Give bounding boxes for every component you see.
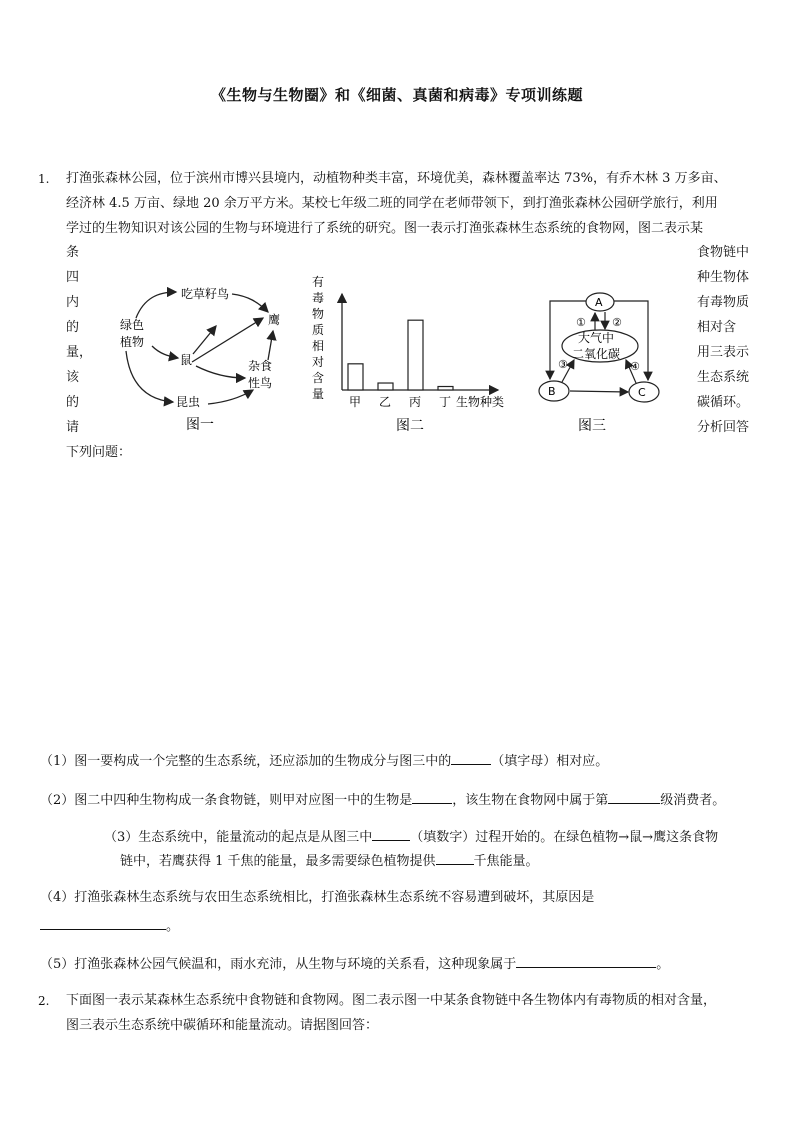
question-text: （3）生态系统中，能量流动的起点是从图三中 <box>104 830 373 845</box>
question-text: （2）图二中四种生物构成一条食物链，则甲对应图一中的生物是 <box>40 793 413 808</box>
wrap-char: 生态系统 <box>697 370 750 385</box>
x-axis-label: 生物种类 <box>456 395 505 409</box>
tick-label: 丁 <box>439 395 452 409</box>
arrow <box>192 318 263 362</box>
figure-caption: 图一 <box>186 417 214 433</box>
y-axis-label-char: 含 <box>312 371 325 385</box>
question-text: （填数字）过程开始的。在绿色植物→鼠→鹰这条食物 <box>410 830 719 845</box>
wrap-char: 量， <box>66 345 93 360</box>
arrow <box>136 292 176 318</box>
question-text: 级消费者。 <box>660 793 726 808</box>
figure-toxin-chart <box>308 268 523 436</box>
q2-text-line: 下面图一表示某森林生态系统中食物链和食物网。图二表示图一中某条食物链中各生物体内有毒物质的相对含量， <box>66 993 717 1008</box>
figure-carbon-cycle <box>536 288 666 436</box>
question-number: 2. <box>38 994 50 1008</box>
bar-乙 <box>378 383 393 390</box>
arrow <box>196 366 245 378</box>
answer-blank[interactable] <box>372 826 410 841</box>
sub-question-4-cont <box>40 915 179 936</box>
bar-丙 <box>408 320 423 390</box>
wrap-char: 相对含 <box>697 320 737 335</box>
sub-question-3 <box>104 826 718 847</box>
node-atmosphere-label: 大气中 <box>578 331 615 345</box>
node-hawk: 鹰 <box>268 313 281 327</box>
question-text: （1）图一要构成一个完整的生态系统，还应添加的生物成分与图三中的 <box>40 754 452 769</box>
q1-text-line: 学过的生物知识对该公园的生物与环境进行了系统的研究。图一表示打渔张森林生态系统的食物网，图二表示某 <box>66 221 704 236</box>
y-axis-label-char: 有 <box>312 275 325 289</box>
q1-text-line: 打渔张森林公园，位于滨州市博兴县境内，动植物种类丰富，环境优美，森林覆盖率达 73%，有乔木林 3 万多亩、 <box>66 171 727 186</box>
node-plant: 绿色 <box>120 318 145 332</box>
arrow <box>126 351 173 402</box>
q2-text-line: 图三表示生态系统中碳循环和能量流动。请据图回答： <box>66 1018 379 1033</box>
arrow <box>208 390 253 404</box>
wrap-char: 条 <box>66 245 80 260</box>
y-axis-label-char: 量 <box>312 387 325 401</box>
node-c-label: C <box>638 386 646 399</box>
question-text: 链中，若鹰获得 1 千焦的能量，最多需要绿色植物提供 <box>120 854 436 869</box>
question-number: 1. <box>38 172 50 186</box>
page-title: 《生物与生物圈》和《细菌、真菌和病毒》专项训练题 <box>210 86 583 104</box>
y-axis-label-char: 对 <box>312 355 325 369</box>
question-text: （填字母）相对应。 <box>491 754 609 769</box>
question-text: （5）打渔张森林公园气候温和，雨水充沛，从生物与环境的关系看，这种现象属于 <box>40 957 517 972</box>
tick-label: 丙 <box>409 395 422 409</box>
arrow <box>570 391 628 392</box>
node-mouse: 鼠 <box>180 353 193 367</box>
question-text: ，该生物在食物网中属于第 <box>452 793 609 808</box>
wrap-char: 内 <box>66 295 80 310</box>
wrap-char: 的 <box>66 320 80 335</box>
figure-food-web <box>108 276 298 436</box>
question-text: 。 <box>656 957 670 972</box>
figure-caption: 图三 <box>578 418 606 434</box>
y-axis-label-char: 毒 <box>312 291 325 305</box>
arrow-label: ④ <box>630 360 640 373</box>
bar-丁 <box>438 387 453 390</box>
node-insect: 昆虫 <box>176 395 201 409</box>
sub-question-1 <box>40 750 608 771</box>
wrap-char: 种生物体 <box>697 270 750 285</box>
node-omnivore-bird: 性鸟 <box>248 376 273 390</box>
wrap-char: 碳循环。 <box>697 395 750 410</box>
node-seed-bird: 吃草籽鸟 <box>181 287 230 301</box>
answer-blank[interactable] <box>608 789 660 804</box>
wrap-char: 食物链中 <box>697 245 750 260</box>
arrow-label: ③ <box>558 358 568 371</box>
y-axis-label <box>312 275 324 401</box>
wrap-char: 有毒物质 <box>697 295 750 310</box>
answer-blank[interactable] <box>436 850 474 865</box>
question-text: 千焦能量。 <box>473 854 539 869</box>
arrow-label: ① <box>576 316 586 329</box>
y-axis-label-char: 质 <box>312 323 325 337</box>
bar-甲 <box>348 364 363 390</box>
arrow <box>268 331 273 360</box>
wrap-char: 请 <box>66 420 80 435</box>
answer-blank[interactable] <box>40 915 166 930</box>
wrap-char: 分析回答 <box>697 420 750 435</box>
q1-text-line: 经济林 4.5 万亩、绿地 20 余万平方米。某校七年级二班的同学在老师带领下，到打渔张森林公园研学旅行，利用 <box>66 196 718 211</box>
sub-question-3-cont <box>120 850 539 871</box>
wrap-char: 四 <box>66 270 80 285</box>
tick-label: 甲 <box>349 395 362 409</box>
sub-question-4 <box>40 889 594 907</box>
node-b-label: B <box>548 385 556 398</box>
arrow <box>152 346 178 358</box>
answer-blank[interactable] <box>451 750 491 765</box>
node-omnivore-bird: 杂食 <box>248 359 273 373</box>
y-axis-label-char: 物 <box>312 307 325 321</box>
wrap-char: 用三表示 <box>697 345 750 360</box>
wrap-char: 该 <box>66 370 80 385</box>
y-axis-label-char: 相 <box>312 339 325 353</box>
sub-question-2 <box>40 789 725 810</box>
arrow-label: ② <box>612 316 622 329</box>
node-atmosphere-label: 二氧化碳 <box>572 347 621 361</box>
q1-text-line: 下列问题： <box>66 445 132 460</box>
answer-blank[interactable] <box>516 953 656 968</box>
tick-label: 乙 <box>379 395 392 409</box>
wrap-char: 的 <box>66 395 80 410</box>
question-text: 。 <box>166 919 180 934</box>
sub-question-5 <box>40 953 669 974</box>
answer-blank[interactable] <box>412 789 452 804</box>
figure-caption: 图二 <box>396 418 424 434</box>
node-a-label: A <box>595 296 603 309</box>
node-plant: 植物 <box>120 335 145 349</box>
question-text: （4）打渔张森林生态系统与农田生态系统相比，打渔张森林生态系统不容易遭到破坏，其原因是 <box>40 890 595 905</box>
arrow <box>232 294 268 312</box>
